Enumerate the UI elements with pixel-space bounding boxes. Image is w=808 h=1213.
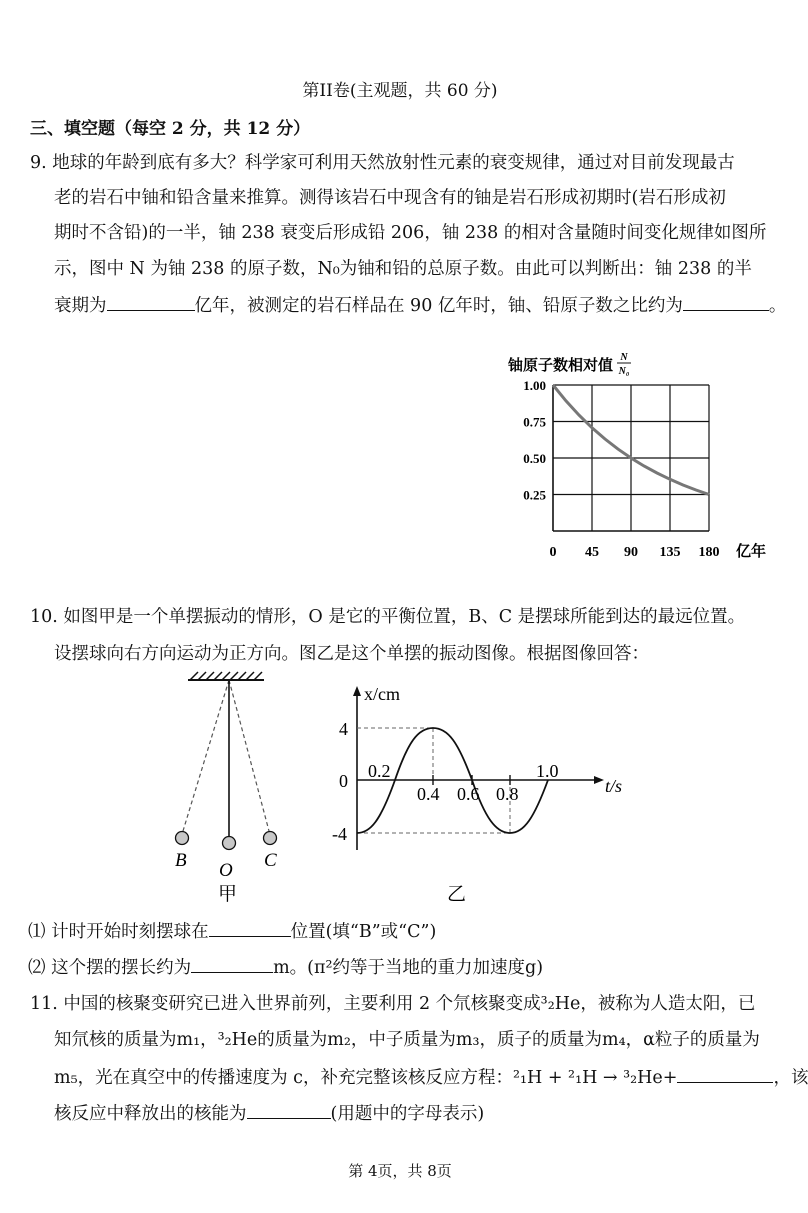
q9-line-5 — [54, 292, 786, 317]
graph-t-04: 0.4 — [417, 784, 440, 804]
q11-line-4 — [54, 1100, 484, 1125]
q10-sub2-number: ⑵ — [28, 958, 46, 978]
q9-answer-blank-1[interactable] — [107, 309, 195, 311]
q9-text-5a: 衰期为 — [54, 296, 107, 316]
q11-text-4b: (用题中的字母表示) — [330, 1104, 485, 1124]
caption-jia: 甲 — [218, 884, 238, 905]
q11-line-1 — [30, 990, 755, 1015]
graph-x-label: t/s — [605, 776, 623, 796]
uranium-decay-chart — [500, 340, 780, 570]
chart-y-tick-label: 0.75 — [523, 414, 546, 430]
label-b: B — [175, 850, 187, 871]
bob-b — [176, 832, 189, 845]
chart-x-tick-label: 45 — [585, 545, 599, 560]
q10-text-1: 如图甲是一个单摆振动的情形，O 是它的平衡位置，B、C 是摆球所能到达的最远位置。 — [63, 607, 746, 627]
chart-x-tick-label: 0 — [549, 545, 557, 560]
q9-line-3: 期时不含铅)的一半，铀 238 衰变后形成铅 206，铀 238 的相对含量随时间变化规律如图所 — [54, 223, 767, 243]
q9-line-4: 示，图中 N 为铀 238 的原子数，N₀为铀和铅的总原子数。由此可以判断出：铀 238 的半 — [54, 259, 752, 279]
q10-sub-1 — [28, 918, 436, 943]
chart-title-group — [508, 352, 631, 377]
graph-t-08: 0.8 — [496, 784, 519, 804]
chart-x-tick-label: 90 — [624, 545, 638, 560]
page-title: 第II卷(主观题，共 60 分) — [302, 81, 498, 101]
chart-y-ticks — [523, 378, 546, 503]
q10-sub2-text-a: 这个摆的摆长约为 — [51, 958, 192, 978]
q10-sub1-blank[interactable] — [209, 935, 291, 937]
q9-text-1: 地球的年龄到底有多大？科学家可利用天然放射性元素的衰变规律，通过对目前发现最古 — [52, 153, 735, 173]
graph-y-0: 0 — [339, 771, 348, 791]
chart-x-ticks — [550, 545, 720, 560]
q11-blank-2[interactable] — [247, 1117, 331, 1119]
q10-sub2-text-b: m。(π²约等于当地的重力加速度g) — [273, 958, 544, 978]
chart-y-tick-label: 0.25 — [523, 487, 546, 503]
q9-answer-blank-2[interactable] — [683, 309, 769, 311]
q10-sub1-number: ⑴ — [28, 922, 46, 942]
graph-y-neg4: -4 — [332, 824, 347, 844]
q10-sub2-blank[interactable] — [191, 971, 273, 973]
graph-t-10: 1.0 — [536, 761, 559, 781]
q9-line-1 — [30, 149, 735, 174]
q9-number: 9. — [30, 153, 47, 173]
chart-x-tick-label: 180 — [698, 545, 720, 560]
figure-vibration-graph — [320, 680, 660, 910]
graph-x-arrow — [594, 776, 604, 784]
chart-x-label: 亿年 — [736, 544, 767, 560]
q11-text-4a: 核反应中释放出的核能为 — [54, 1104, 247, 1124]
q11-text-3b: ，该 — [773, 1068, 808, 1088]
caption-yi: 乙 — [447, 884, 467, 905]
q10-line-2: 设摆球向右方向运动为正方向。图乙是这个单摆的振动图像。根据图像回答： — [54, 644, 649, 664]
chart-y-tick-label: 0.50 — [523, 451, 546, 466]
q11-text-3a: m₅，光在真空中的传播速度为 c，补充完整该核反应方程：²₁H + ²₁H → ³₂He+ — [54, 1068, 678, 1088]
q11-line-2: 知氘核的质量为m₁，³₂He的质量为m₂，中子质量为m₃，质子的质量为m₄，α粒子的质量为 — [54, 1030, 760, 1050]
q11-blank-1[interactable] — [677, 1081, 773, 1083]
chart-fraction-denominator: N₀ — [618, 366, 630, 377]
graph-t-06: 0.6 — [457, 784, 480, 804]
chart-x-tick-label: 135 — [659, 545, 681, 560]
q10-line-1 — [30, 603, 745, 628]
figure-pendulum — [160, 668, 300, 908]
q9-line-2: 老的岩石中铀和铅含量来推算。测得该岩石中现含有的铀是岩石形成初期时(岩石形成初 — [54, 188, 726, 208]
graph-t-02: 0.2 — [368, 761, 391, 781]
q11-number: 11. — [30, 994, 58, 1014]
q9-text-5b: 亿年，被测定的岩石样品在 90 亿年时，铀、铅原子数之比约为 — [194, 296, 683, 316]
q11-line-3 — [54, 1064, 808, 1089]
page-footer: 第 4页，共 8页 — [348, 1162, 452, 1180]
graph-y-label: x/cm — [364, 684, 400, 704]
bob-o — [223, 837, 236, 850]
string-to-c — [229, 680, 269, 831]
graph-y-arrow — [353, 686, 361, 696]
label-c: C — [264, 850, 277, 871]
chart-fraction-numerator: N — [620, 352, 628, 363]
bob-c — [264, 832, 277, 845]
q10-sub1-text-a: 计时开始时刻摆球在 — [51, 922, 209, 942]
q10-sub-2 — [28, 954, 543, 979]
ceiling-hatch — [190, 672, 262, 680]
q9-text-5c: 。 — [768, 296, 787, 316]
string-to-b — [183, 680, 229, 831]
label-o: O — [219, 860, 233, 881]
graph-y-4: 4 — [339, 719, 348, 739]
section-heading: 三、填空题（每空 2 分，共 12 分） — [30, 119, 311, 139]
chart-y-tick-label: 1.00 — [523, 378, 546, 393]
q11-text-1: 中国的核聚变研究已进入世界前列，主要利用 2 个氘核聚变成³₂He，被称为人造太阳，已 — [63, 994, 756, 1014]
q10-number: 10. — [30, 607, 58, 627]
q10-sub1-text-b: 位置(填“B”或“C”) — [290, 922, 437, 942]
chart-title: 铀原子数相对值 — [508, 358, 614, 374]
